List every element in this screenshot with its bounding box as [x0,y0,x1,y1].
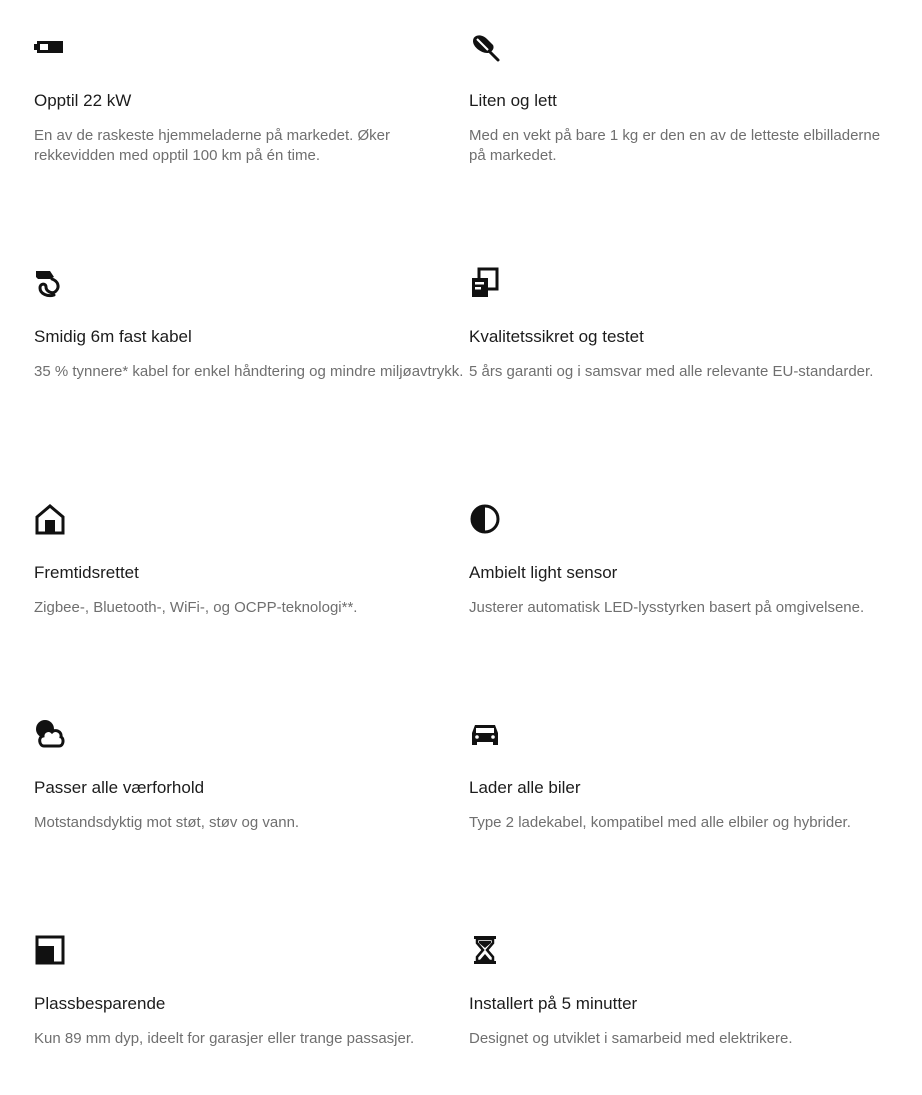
feature-title: Passer alle værforhold [34,778,205,797]
feature-description: Med en vekt på bare 1 kg er den en av de letteste elbilladerne på markedet. [469,127,881,164]
weather-icon [34,718,66,750]
feature-title: Ambielt light sensor [469,563,618,582]
hourglass-icon [469,934,501,966]
space-saving-icon [34,934,66,966]
cable-icon [34,267,66,299]
feature-description: Justerer automatisk LED-lysstyrken basert på omgivelsene. [469,599,865,616]
feature-description: Zigbee-, Bluetooth-, WiFi-, og OCPP-teknologi**. [34,599,358,616]
feature-description: Designet og utviklet i samarbeid med elektrikere. [469,1030,793,1047]
feature-description: Motstandsdyktig mot støt, støv og vann. [34,814,300,831]
battery-icon [34,31,66,63]
feather-icon [469,31,501,63]
feature-title: Plassbesparende [34,994,166,1013]
feature-title: Fremtidsrettet [34,563,139,582]
feature-description: 5 års garanti og i samsvar med alle relevante EU-standarder. [469,363,874,380]
certified-document-icon [469,267,501,299]
feature-description: Kun 89 mm dyp, ideelt for garasjer eller trange passasjer. [34,1030,415,1047]
home-icon [34,503,66,535]
feature-title: Installert på 5 minutter [469,994,638,1013]
feature-description: Type 2 ladekabel, kompatibel med alle elbiler og hybrider. [469,814,851,831]
feature-title: Liten og lett [469,91,557,110]
car-icon [469,718,501,750]
feature-description: 35 % tynnere* kabel for enkel håndtering og mindre miljøavtrykk. [34,363,464,380]
feature-title: Opptil 22 kW [34,91,132,110]
feature-title: Kvalitetssikret og testet [469,327,644,346]
feature-title: Lader alle biler [469,778,581,797]
contrast-icon [469,503,501,535]
feature-title: Smidig 6m fast kabel [34,327,192,346]
feature-description: En av de raskeste hjemmeladerne på markedet. Øker rekkevidden med opptil 100 km på én time. [34,127,391,164]
